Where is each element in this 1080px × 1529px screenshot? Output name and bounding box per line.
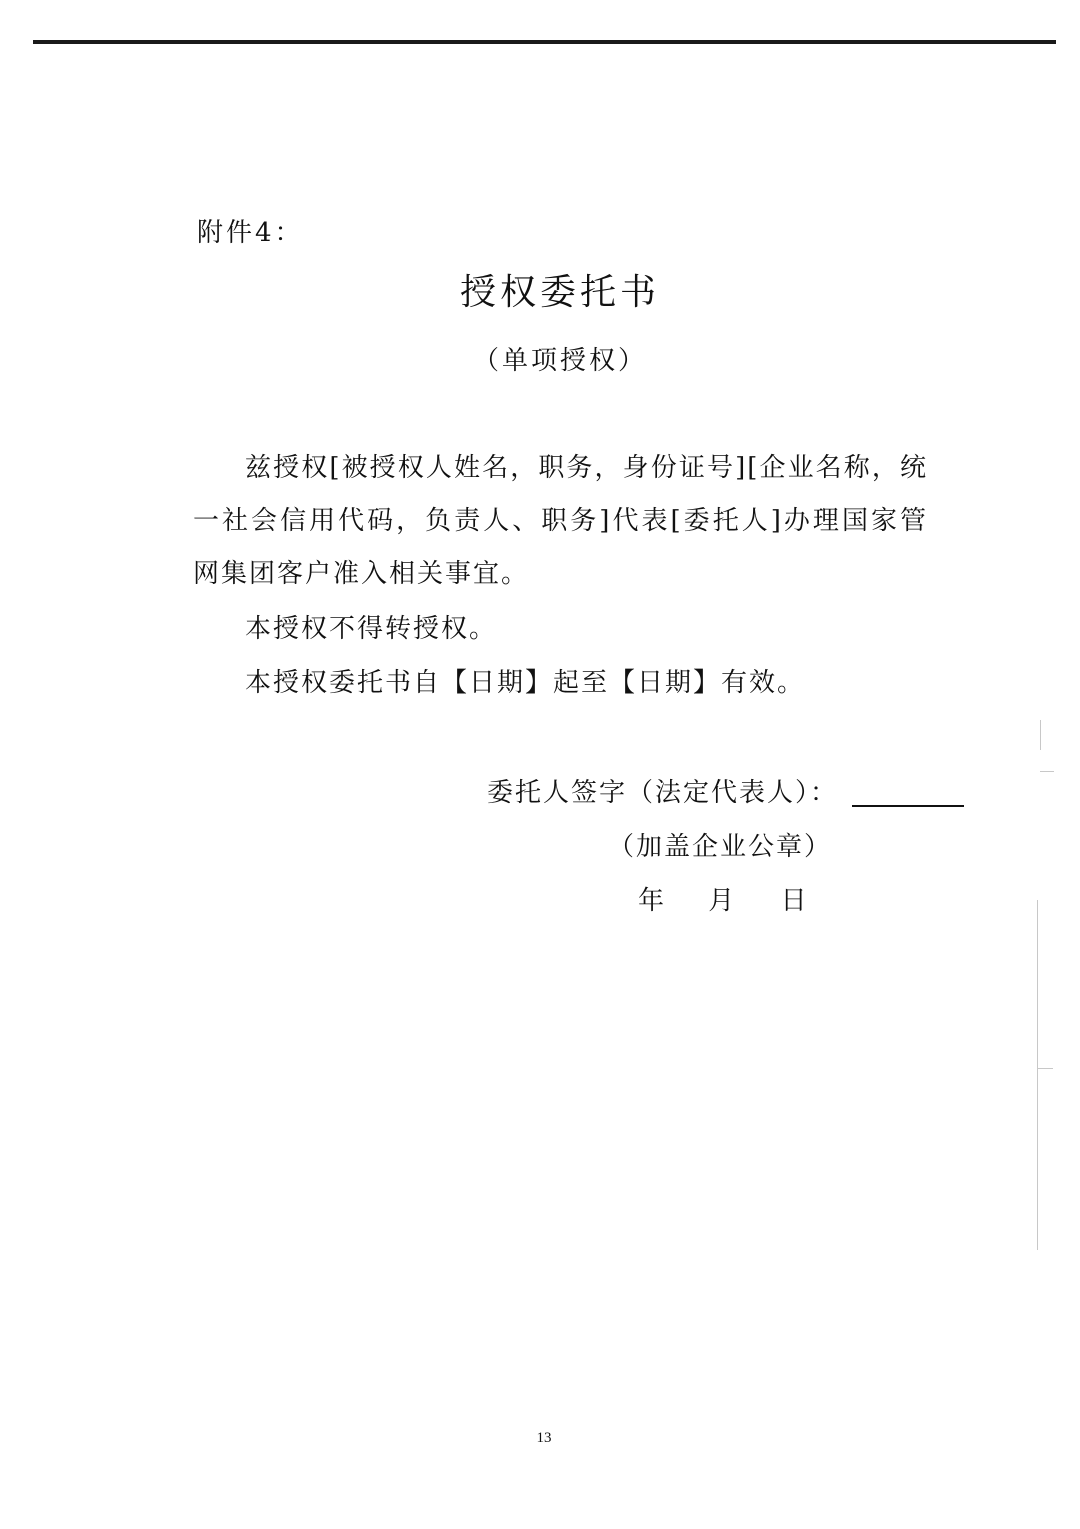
signature-row <box>487 772 964 809</box>
date-day: 日 <box>780 886 807 916</box>
scan-artifact <box>1040 720 1041 750</box>
scan-artifact <box>1037 900 1038 1250</box>
signature-blank-line <box>852 805 964 807</box>
page-number: 13 <box>536 1430 552 1446</box>
date-month: 月 <box>708 886 735 916</box>
scan-artifact <box>1037 1068 1053 1069</box>
authorization-paragraph: 兹授权[被授权人姓名，职务，身份证号][企业名称，统一社会信用代码，负责人、职务]代表[委托人]办理国家管网集团客户准入相关事宜。 <box>193 453 928 589</box>
document-title: 授权委托书 <box>459 272 660 313</box>
document-subtitle: （单项授权） <box>472 346 647 376</box>
no-transfer-statement: 本授权不得转授权。 <box>245 614 498 644</box>
validity-statement: 本授权委托书自【日期】起至【日期】有效。 <box>245 668 806 698</box>
seal-note: （加盖企业公章） <box>608 832 833 862</box>
attachment-label: 附件4： <box>197 218 304 248</box>
date-row <box>638 880 807 917</box>
scan-artifact <box>1040 771 1054 772</box>
date-year: 年 <box>638 886 665 916</box>
signature-label: 委托人签字（法定代表人）： <box>487 778 839 808</box>
header-rule <box>33 40 1056 44</box>
